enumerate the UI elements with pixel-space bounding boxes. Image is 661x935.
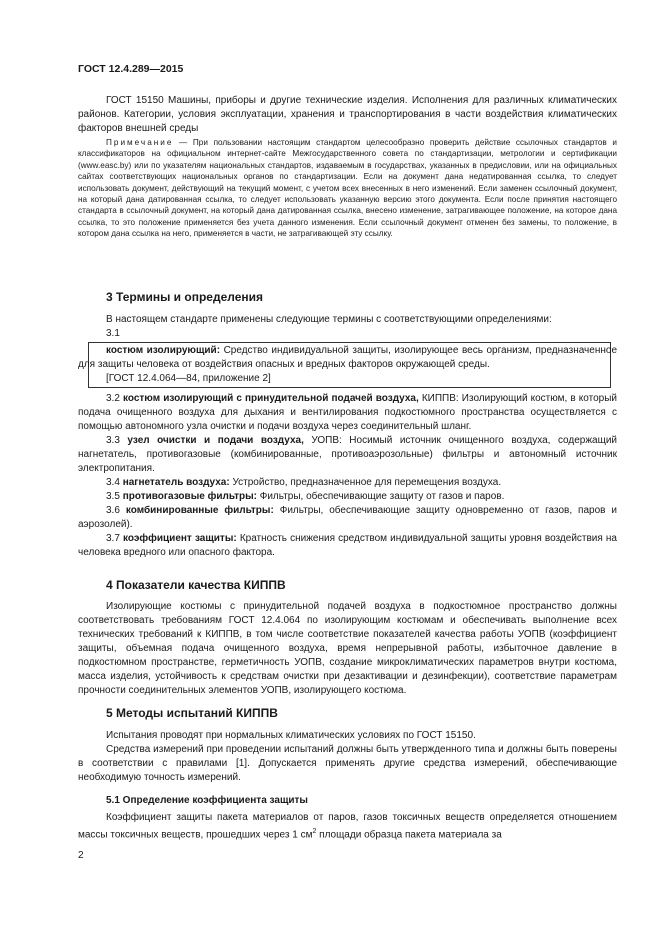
term-3-7-term: коэффициент защиты: bbox=[123, 533, 237, 544]
note-text: — При пользовании настоящим стандартом целесообразно проверить действие ссылочных стандартов и классификаторов на официальном интернет-сайте Межгосударственного совета по стандартизации, метрологии и сертификации (www.easc.by) или по указателям национальных стандартов, издаваемым в государствах, указанных в предисловии, или на официальных сайтах соответствующих национальных органов по стандартизации. Если на документ дана недатированная ссылка, то следует использовать документ, действующий на текущий момент, с учетом всех внесенных в него изменений. Если заменен ссылочный документ, на который дана датированная ссылка, то следует использовать указанную версию этого документа. Если после принятия настоящего стандарта в ссылочный документ, на который дана датированная ссылка, внесено изменение, затрагивающее положение, на которое дана ссылка, то это положение применяется без учета данного изменения. Если ссылочный документ отменен без замены, то положение, в котором дана ссылка на него, применяется в части, не затрагивающей эту ссылку. bbox=[78, 138, 617, 239]
term-3-4: 3.4 нагнетатель воздуха: Устройство, предназначенное для перемещения воздуха. bbox=[106, 477, 502, 488]
document-header: ГОСТ 12.4.289—2015 bbox=[78, 63, 184, 75]
page-number: 2 bbox=[78, 850, 84, 861]
reference-gost-15150: ГОСТ 15150 Машины, приборы и другие технические изделия. Исполнения для различных климатических районов. Категории, условия эксплуатации, хранения и транспортирования в части воздействия климатических факторов внешней среды bbox=[78, 95, 617, 134]
term-3-4-term: нагнетатель воздуха: bbox=[122, 477, 230, 488]
note-label: Примечание bbox=[106, 138, 174, 147]
term-3-2: 3.2 костюм изолирующий с принудительной подачей воздуха, КИППВ: Изолирующий костюм, в который подача очищенного воздуха для дыхания и вентилирования подкостюмного пространства осуществляется с помощью автономного узла очистки и подачи воздуха через соединительный шланг. bbox=[78, 393, 617, 432]
term-3-1-definition: костюм изолирующий: Средство индивидуальной защиты, изолирующее весь организм, предназначенное для защиты человека от воздействия опасных и вредных факторов окружающей среды. bbox=[78, 345, 617, 370]
section-4-text: Изолирующие костюмы с принудительной подачей воздуха в подкостюмное пространство должны соответствовать требованиям ГОСТ 12.4.064 по изолирующим костюмам и обеспечивать выполнение всех технических требований к КИППВ, в том числе соответствие показателей качества работы УОПВ (коэффициент защиты, объемная подача очищенного воздуха, время непрерывной работы, избыточное давление в подкостюмном пространстве, герметичность УОПВ, создание микроклиматических параметров внутри костюма, масса изделия, устойчивость к средствам очистки при дезактивации и дезинфекции), соответствие параметрам прочности соединительных элементов УОПВ, изолирующего костюма. bbox=[78, 601, 617, 696]
term-3-1-term: костюм изолирующий: bbox=[106, 345, 221, 356]
term-3-1-number: 3.1 bbox=[106, 328, 120, 339]
subsection-5-1-text: Коэффициент защиты пакета материалов от паров, газов токсичных веществ определяется отношением массы токсичных веществ, прошедших через 1 $см^2$ площади образца пакета материала за bbox=[78, 812, 617, 841]
term-3-5: 3.5 противогазовые фильтры: Фильтры, обеспечивающие защиту от газов и паров. bbox=[106, 491, 505, 502]
section-4-title: 4 Показатели качества КИППВ bbox=[106, 578, 286, 592]
term-3-1-source: [ГОСТ 12.4.064—84, приложение 2] bbox=[106, 373, 271, 384]
term-3-6-term: комбинированные фильтры: bbox=[125, 505, 274, 516]
term-3-3: 3.3 узел очистки и подачи воздуха, УОПВ: Носимый источник очищенного воздуха, содержащий нагнетатель, противогазовые (комбинированные, противоаэрозольные) фильтры и автономный источник электропитания. bbox=[78, 435, 618, 474]
section-3-title: 3 Термины и определения bbox=[106, 290, 264, 304]
term-3-5-term: противогазовые фильтры: bbox=[122, 491, 257, 502]
term-3-7: 3.7 коэффициент защиты: Кратность снижения средством индивидуальной защиты уровня воздействия на человека вредного или опасного фактора. bbox=[78, 533, 617, 558]
section-5-title: 5 Методы испытаний КИППВ bbox=[106, 706, 278, 720]
term-3-2-term: костюм изолирующий с принудительной подачей воздуха, bbox=[123, 393, 419, 404]
note-paragraph bbox=[78, 137, 617, 240]
section-5-paragraph-2: Средства измерений при проведении испытаний должны быть утвержденного типа и должны быть поверены в соответствии с правилами [1]. Допускается применять другие средства измерений, обеспечивающие необходимую точность измерений. bbox=[78, 744, 617, 783]
term-3-6: 3.6 комбинированные фильтры: Фильтры, обеспечивающие защиту одновременно от газов, паров и аэрозолей). bbox=[78, 505, 617, 530]
term-3-3-term: узел очистки и подачи воздуха, bbox=[127, 435, 304, 446]
section-3-intro: В настоящем стандарте применены следующие термины с соответствующими определениями: bbox=[106, 314, 552, 325]
section-5-paragraph-1: Испытания проводят при нормальных климатических условиях по ГОСТ 15150. bbox=[106, 730, 476, 741]
subsection-5-1-title: 5.1 Определение коэффициента защиты bbox=[106, 795, 308, 806]
